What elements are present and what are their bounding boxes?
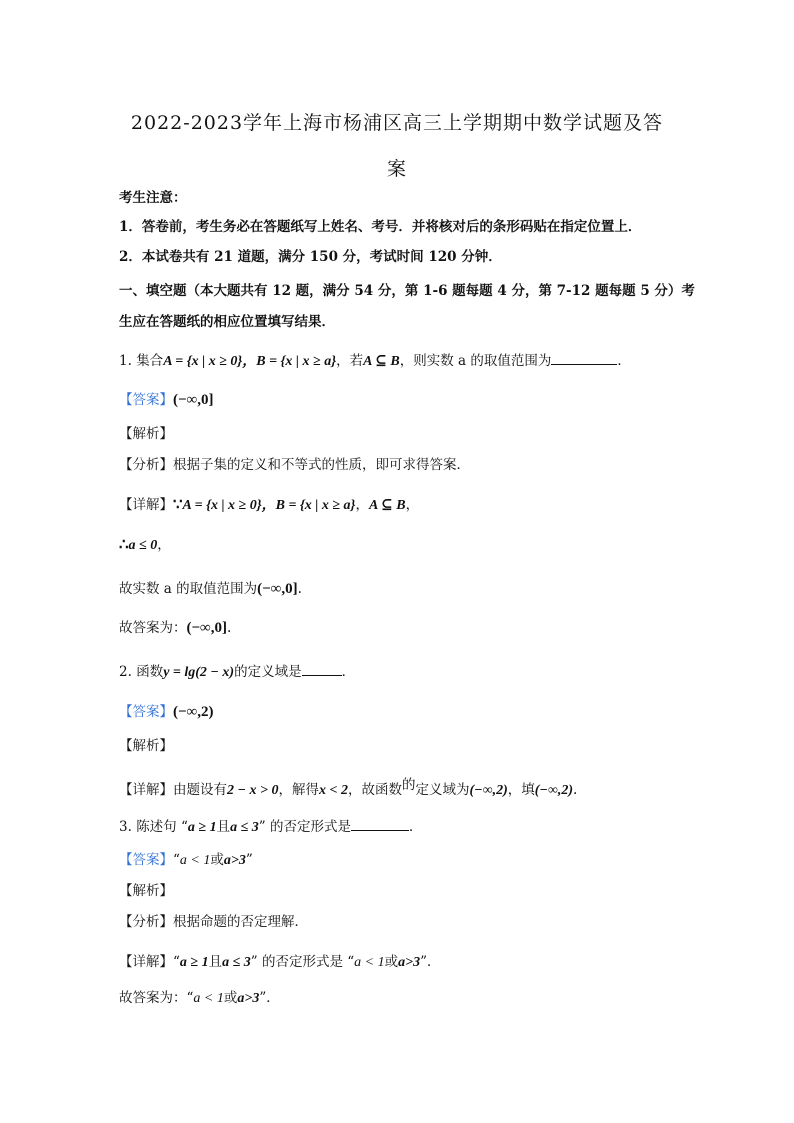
question-text: ” 的否定形式是: [258, 819, 351, 835]
detail-text: 或: [384, 954, 399, 970]
question-text: 且: [216, 819, 231, 835]
math-expression: a < 1: [193, 991, 224, 1006]
detail-text: 且: [208, 954, 223, 970]
title-line-2: 案: [386, 158, 407, 180]
final-answer-line: [119, 617, 231, 639]
detail-text: ，解得: [278, 782, 319, 798]
math-expression: a ≤ 0: [128, 538, 158, 553]
notice-item-2: 2．本试卷共有 21 道题，满分 150 分，考试时间 120 分钟．: [119, 249, 502, 265]
document-title: [110, 100, 684, 192]
answer-line: [119, 389, 213, 411]
final-text: 或: [223, 990, 238, 1006]
answer-blank: [302, 661, 342, 676]
question-text: ．: [617, 353, 631, 369]
fenxi-tag: 【分析】: [119, 457, 173, 473]
question-number: 3.: [119, 819, 132, 835]
answer-text: 或: [210, 852, 224, 868]
detail-line: [119, 951, 441, 974]
quote: “: [173, 852, 180, 868]
detail-text: ，填: [507, 782, 535, 798]
detail-text: ” 的否定形式是 “: [250, 954, 355, 970]
math-expression: a ≥ 1: [187, 820, 217, 835]
separator: ，: [405, 497, 420, 513]
detail-text: ，故函数: [347, 782, 402, 798]
final-answer-line: [119, 987, 280, 1010]
detail-text: 定义域为: [415, 782, 470, 798]
question-number: 2.: [119, 664, 132, 680]
answer-line: [119, 701, 213, 723]
final-text: 故答案为：“: [119, 990, 194, 1006]
math-expression: a ≤ 3: [230, 820, 259, 835]
range-text: 故实数 a 的取值范围为: [119, 581, 258, 597]
fenxi-line: [119, 911, 308, 933]
detail-tag: 【详解】: [119, 954, 173, 970]
analysis-tag: 【解析】: [119, 738, 173, 754]
detail-text: 的: [401, 777, 416, 793]
question-3: [119, 816, 422, 839]
math-expression: a ≥ 1: [179, 955, 209, 970]
math-expression: x < 2: [318, 783, 348, 798]
math-expression: A ⊆ B: [368, 498, 406, 513]
therefore-line: [119, 534, 171, 557]
math-expression: A ⊆ B: [363, 354, 400, 369]
answer-line: [119, 849, 253, 872]
math-expression: (−∞,0]: [186, 620, 227, 636]
analysis-tag: 【解析】: [119, 426, 173, 442]
math-expression: a>3: [237, 991, 260, 1006]
detail-tag: 【详解】: [119, 782, 173, 798]
because-symbol: ∵: [173, 497, 183, 513]
quote: ”: [245, 852, 253, 868]
title-line-1: 2022-2023学年上海市杨浦区高三上学期期中数学试题及答: [130, 112, 664, 134]
separator: .: [226, 620, 232, 636]
math-expression: (−∞,2): [534, 783, 574, 798]
detail-tag: 【详解】: [119, 497, 173, 513]
detail-line: [119, 779, 577, 802]
math-expression: (−∞,0]: [257, 581, 298, 597]
therefore-symbol: ∴: [119, 537, 129, 553]
notice-heading: 考生注意：: [119, 190, 187, 206]
detail-line: [119, 494, 419, 517]
math-expression: (−∞,2): [469, 783, 508, 798]
fenxi-text: 根据命题的否定理解．: [173, 914, 308, 930]
math-expression: A = {x | x ≥ 0}，B = {x | x ≥ a}: [182, 498, 356, 513]
answer-tag: 【答案】: [119, 704, 173, 720]
answer-blank: [351, 816, 409, 831]
question-text: ，则实数 a 的取值范围为: [399, 353, 552, 369]
question-text: ，若: [336, 353, 364, 369]
range-line: [119, 578, 302, 600]
math-expression: A = {x | x ≥ 0}，B = {x | x ≥ a}: [163, 354, 337, 369]
math-expression: a ≤ 3: [222, 955, 251, 970]
detail-text: 由题设有: [173, 782, 227, 798]
question-text: ．: [341, 664, 356, 680]
question-number: 1.: [119, 353, 132, 369]
separator: ，: [157, 537, 171, 553]
analysis-tag: 【解析】: [119, 883, 173, 899]
math-expression: a>3: [223, 853, 246, 868]
question-text: 函数: [136, 664, 164, 680]
final-text: ”．: [259, 990, 280, 1006]
answer-value: (−∞,0]: [173, 392, 214, 408]
answer-tag: 【答案】: [119, 852, 173, 868]
answer-value: (−∞,2): [173, 704, 214, 720]
separator: ，: [355, 497, 369, 513]
separator: .: [297, 581, 302, 597]
answer-blank: [551, 350, 617, 365]
answer-tag: 【答案】: [119, 392, 173, 408]
fenxi-text: 根据子集的定义和不等式的性质，即可求得答案．: [173, 457, 470, 473]
fenxi-line: [119, 454, 470, 476]
section-heading-line-2: 生应在答题纸的相应位置填写结果．: [119, 314, 335, 330]
section-heading-line-1: 一、填空题（本大题共有 12 题，满分 54 分，第 1-6 题每题 4 分，第 7-12 题每题 5 分）考: [119, 283, 695, 299]
quote: “: [173, 954, 180, 970]
final-text: 故答案为：: [119, 620, 187, 636]
question-text: 集合: [136, 353, 164, 369]
question-text: 陈述句 “: [136, 819, 188, 835]
math-expression: y = lg(2 − x): [163, 665, 235, 680]
question-text: ．: [408, 819, 423, 835]
question-2: [119, 661, 355, 684]
fenxi-tag: 【分析】: [119, 914, 173, 930]
math-expression: a < 1: [354, 955, 385, 970]
math-expression: a < 1: [179, 853, 211, 868]
math-expression: 2 − x > 0: [227, 783, 279, 798]
question-1: [119, 350, 631, 373]
detail-text: ”．: [420, 954, 441, 970]
math-expression: a>3: [398, 955, 421, 970]
detail-text: .: [573, 782, 578, 798]
question-text: 的定义域是: [234, 664, 302, 680]
notice-item-1: 1．答卷前，考生务必在答题纸写上姓名、考号．并将核对后的条形码贴在指定位置上．: [119, 219, 642, 235]
